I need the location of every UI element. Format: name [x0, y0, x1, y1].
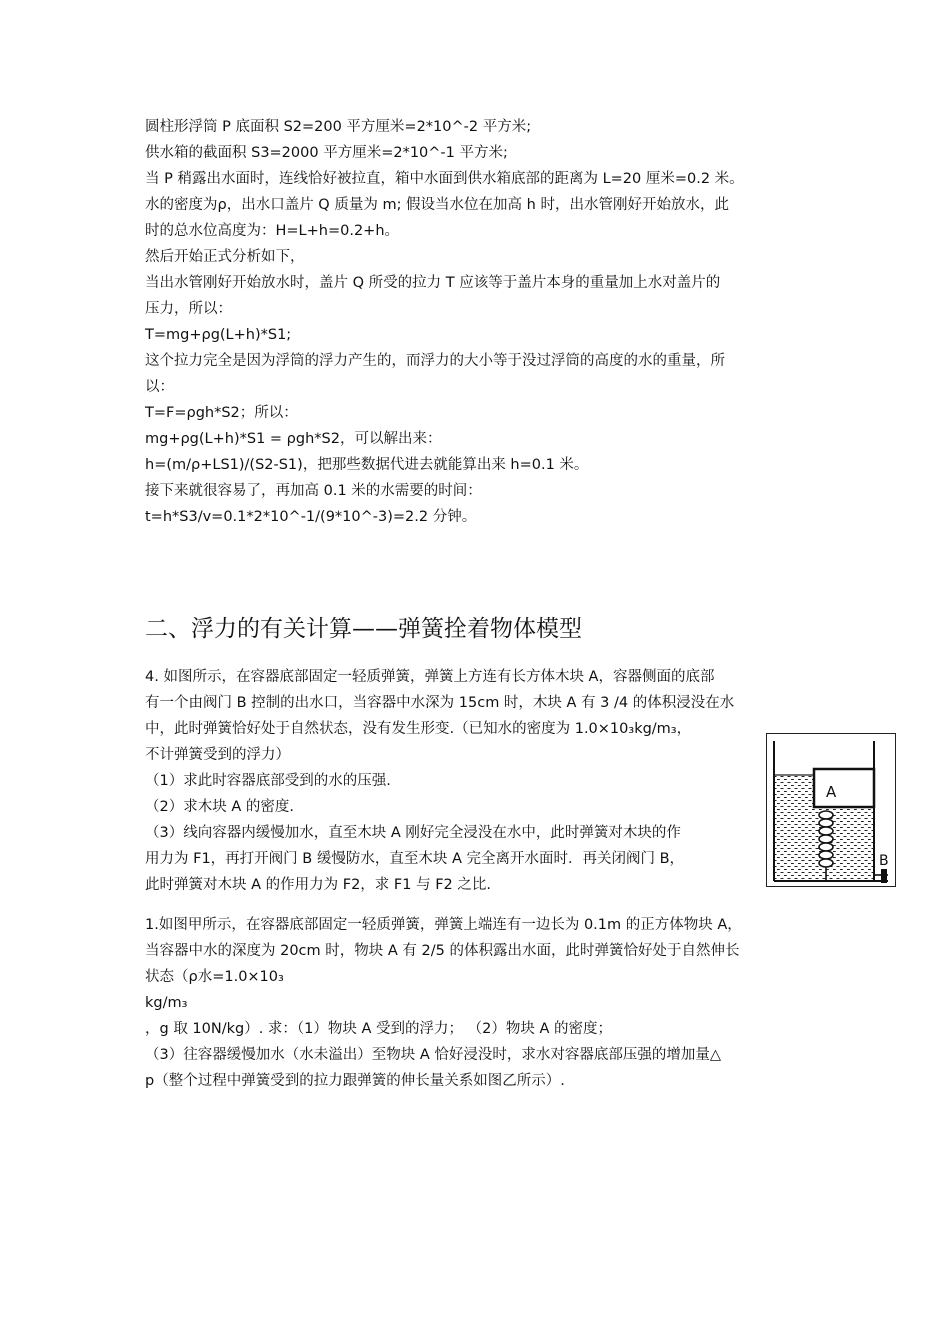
text-line: 有一个由阀门 B 控制的出水口，当容器中水深为 15cm 时，木块 A 有 3 /4 的体积浸没在水 [145, 695, 735, 711]
text-line: 时的总水位高度为：H=L+h=0.2+h。 [145, 223, 400, 239]
question-1 [145, 912, 810, 1094]
text-line: 当 P 稍露出水面时，连线恰好被拉直，箱中水面到供水箱底部的距离为 L=20 厘米=0.2 米。 [145, 171, 744, 187]
question-4-subparts [145, 742, 755, 898]
text-line: （3）线向容器内缓慢加水，直至木块 A 刚好完全浸没在水中，此时弹簧对木块的作 [145, 825, 681, 841]
section-heading: 二、浮力的有关计算——弹簧拴着物体模型 [145, 616, 582, 642]
text-line: 压力，所以： [145, 301, 232, 317]
text-line: h=(m/ρ+LS1)/(S2-S1)，把那些数据代进去就能算出来 h=0.1 米。 [145, 457, 589, 473]
block-a [814, 769, 874, 807]
text-line: T=mg+ρg(L+h)*S1; [145, 327, 292, 343]
text-line: 4. 如图所示，在容器底部固定一轻质弹簧，弹簧上方连有长方体木块 A，容器侧面的底部 [145, 669, 715, 685]
text-line: 当容器中水的深度为 20cm 时，物块 A 有 2/5 的体积露出水面，此时弹簧恰好处于自然伸长 [145, 943, 740, 959]
text-line: 水的密度为ρ，出水口盖片 Q 质量为 m; 假设当水位在加高 h 时，出水管刚好开始放水，此 [145, 197, 729, 213]
text-line: p（整个过程中弹簧受到的拉力跟弹簧的伸长量关系如图乙所示）. [145, 1073, 565, 1089]
valve-b [881, 869, 887, 883]
text-line: （2）求木块 A 的密度. [145, 799, 294, 815]
text-line: （1）求此时容器底部受到的水的压强. [145, 773, 391, 789]
text-line: 中，此时弹簧恰好处于自然状态，没有发生形变.（已知水的密度为 1.0×10₃kg/m₃， [145, 721, 692, 737]
text-line: 1.如图甲所示，在容器底部固定一轻质弹簧，弹簧上端连有一边长为 0.1m 的正方体物块 A， [145, 917, 742, 933]
text-line: ，g 取 10N/kg）. 求：（1）物块 A 受到的浮力； （2）物块 A 的密度； [145, 1021, 613, 1037]
text-line: kg/m₃ [145, 995, 188, 1011]
text-line: 这个拉力完全是因为浮筒的浮力产生的，而浮力的大小等于没过浮筒的高度的水的重量，所 [145, 353, 725, 369]
text-line: 供水箱的截面积 S3=2000 平方厘米=2*10^-1 平方米; [145, 145, 508, 161]
text-line: 此时弹簧对木块 A 的作用力为 F2，求 F1 与 F2 之比. [145, 877, 491, 893]
text-line: 用力为 F1，再打开阀门 B 缓慢防水，直至木块 A 完全离开水面时．再关闭阀门 B， [145, 851, 685, 867]
text-line: mg+ρg(L+h)*S1 = ρgh*S2，可以解出来： [145, 431, 442, 447]
block-a-label: A [826, 783, 837, 801]
text-line: 当出水管刚好开始放水时，盖片 Q 所受的拉力 T 应该等于盖片本身的重量加上水对盖片的 [145, 275, 721, 291]
text-line: 圆柱形浮筒 P 底面积 S2=200 平方厘米=2*10^-2 平方米; [145, 119, 532, 135]
text-line: 状态（ρ水=1.0×10₃ [145, 969, 284, 985]
container-spring-diagram [766, 733, 896, 887]
container-figure [766, 733, 896, 887]
question-4 [145, 664, 810, 898]
text-line: 以： [145, 379, 174, 395]
text-line: T=F=ρgh*S2；所以： [145, 405, 298, 421]
text-line: 不计弹簧受到的浮力） [145, 747, 290, 763]
solution-text [145, 114, 810, 530]
text-line: 接下来就很容易了，再加高 0.1 米的水需要的时间： [145, 483, 482, 499]
text-line: （3）往容器缓慢加水（水未溢出）至物块 A 恰好浸没时，求水对容器底部压强的增加量△ [145, 1047, 722, 1063]
text-line: t=h*S3/v=0.1*2*10^-1/(9*10^-3)=2.2 分钟。 [145, 509, 477, 525]
text-line: 然后开始正式分析如下， [145, 249, 305, 265]
valve-b-label: B [879, 853, 889, 869]
